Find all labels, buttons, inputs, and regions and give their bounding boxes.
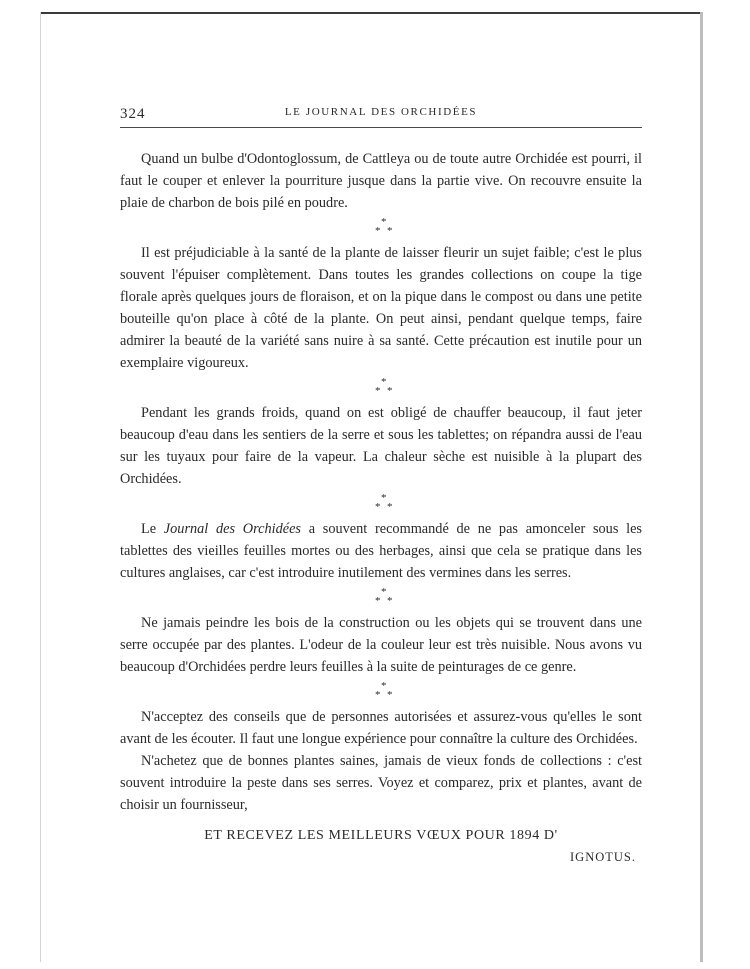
paragraph-healthy-plants: N'achetez que de bonnes plantes saines, jamais de vieux fonds de collections : c'est souvent introduire la peste dans ses serres. Voyez et comparez, prix et plantes, avant de choisir un fournisseur, <box>120 753 642 813</box>
asterisk: * <box>381 586 387 598</box>
paragraph-paint: Ne jamais peindre les bois de la construction ou les objets qui se trouvent dans une serre occupée par des plantes. L'odeur de la couleur leur est très nuisible. Nous avons vu beaucoup d'Orchidées perdre leurs feuilles à la suite de peinturages de ce genre. <box>120 615 642 675</box>
author-signature: IGNOTUS. <box>570 850 636 864</box>
page-body <box>120 148 642 865</box>
paragraph-prefix: Le <box>141 521 164 537</box>
asterisk: * <box>387 689 393 701</box>
asterisk: * <box>387 501 393 513</box>
asterisk: * <box>381 680 387 692</box>
section-separator <box>120 374 642 402</box>
asterisk: * <box>381 376 387 388</box>
asterisk: * <box>375 689 381 701</box>
section-separator <box>120 678 642 706</box>
asterisk: * <box>375 225 381 237</box>
journal-page <box>120 100 642 864</box>
paragraph-rotting-bulb: Quand un bulbe d'Odontoglossum, de Cattleya ou de toute autre Orchidée est pourri, il faut le couper et enlever la pourriture jusque dans la partie vive. On recouvre ensuite la plaie de charbon de bois pilé en poudre. <box>120 151 642 211</box>
asterisk: * <box>387 595 393 607</box>
closing-greeting: ET RECEVEZ LES MEILLEURS VŒUX POUR 1894 D' <box>204 828 558 843</box>
section-separator <box>120 214 642 242</box>
asterisk: * <box>387 385 393 397</box>
journal-title-italic: Journal des Orchidées <box>163 521 301 537</box>
paragraph-cold-weather: Pendant les grands froids, quand on est obligé de chauffer beaucoup, il faut jeter beaucoup d'eau dans les sentiers de la serre et sous les tablettes; on répandra aussi de l'eau sur les tuyaux pour faire de la vapeur. La chaleur sèche est nuisible à la plupart des Orchidées. <box>120 405 642 487</box>
paragraph-advice: N'acceptez des conseils que de personnes autorisées et assurez-vous qu'elles le sont avant de les écouter. Il faut une longue expérience pour connaître la culture des Orchidées. <box>120 709 642 747</box>
page-number: 324 <box>120 106 146 122</box>
header-rule <box>120 127 642 128</box>
page-header <box>120 100 642 124</box>
running-title: LE JOURNAL DES ORCHIDÉES <box>284 106 478 118</box>
asterisk: * <box>381 492 387 504</box>
scan-right-edge <box>700 12 703 962</box>
paragraph-dead-leaves <box>120 518 642 584</box>
asterisk: * <box>375 385 381 397</box>
paragraph-suffix: a souvent recommandé de ne pas amonceler sous les tablettes des vieilles feuilles mortes ou des herbages, ainsi que cela se pratique dans les cultures anglaises, car c'est introduire inutilement des vermines dans les serres. <box>120 521 642 581</box>
paragraph-weak-flowering: Il est préjudiciable à la santé de la plante de laisser fleurir un sujet faible; c'est le plus souvent l'épuiser complètement. Dans toutes les grandes collections on coupe la tige florale après quelques jours de floraison, et on la pique dans le compost ou dans une petite bouteille qu'on place à côté de la plante. On peut ainsi, pendant quelque temps, faire admirer la beauté de la variété sans nuire à sa santé. Cette précaution est inutile pour un exemplaire vigoureux. <box>120 245 642 371</box>
asterisk: * <box>375 595 381 607</box>
asterisk: * <box>375 501 381 513</box>
asterisk: * <box>381 216 387 228</box>
section-separator <box>120 584 642 612</box>
section-separator <box>120 490 642 518</box>
scan-top-edge <box>40 12 700 14</box>
scan-left-edge <box>40 12 41 962</box>
asterisk: * <box>387 225 393 237</box>
